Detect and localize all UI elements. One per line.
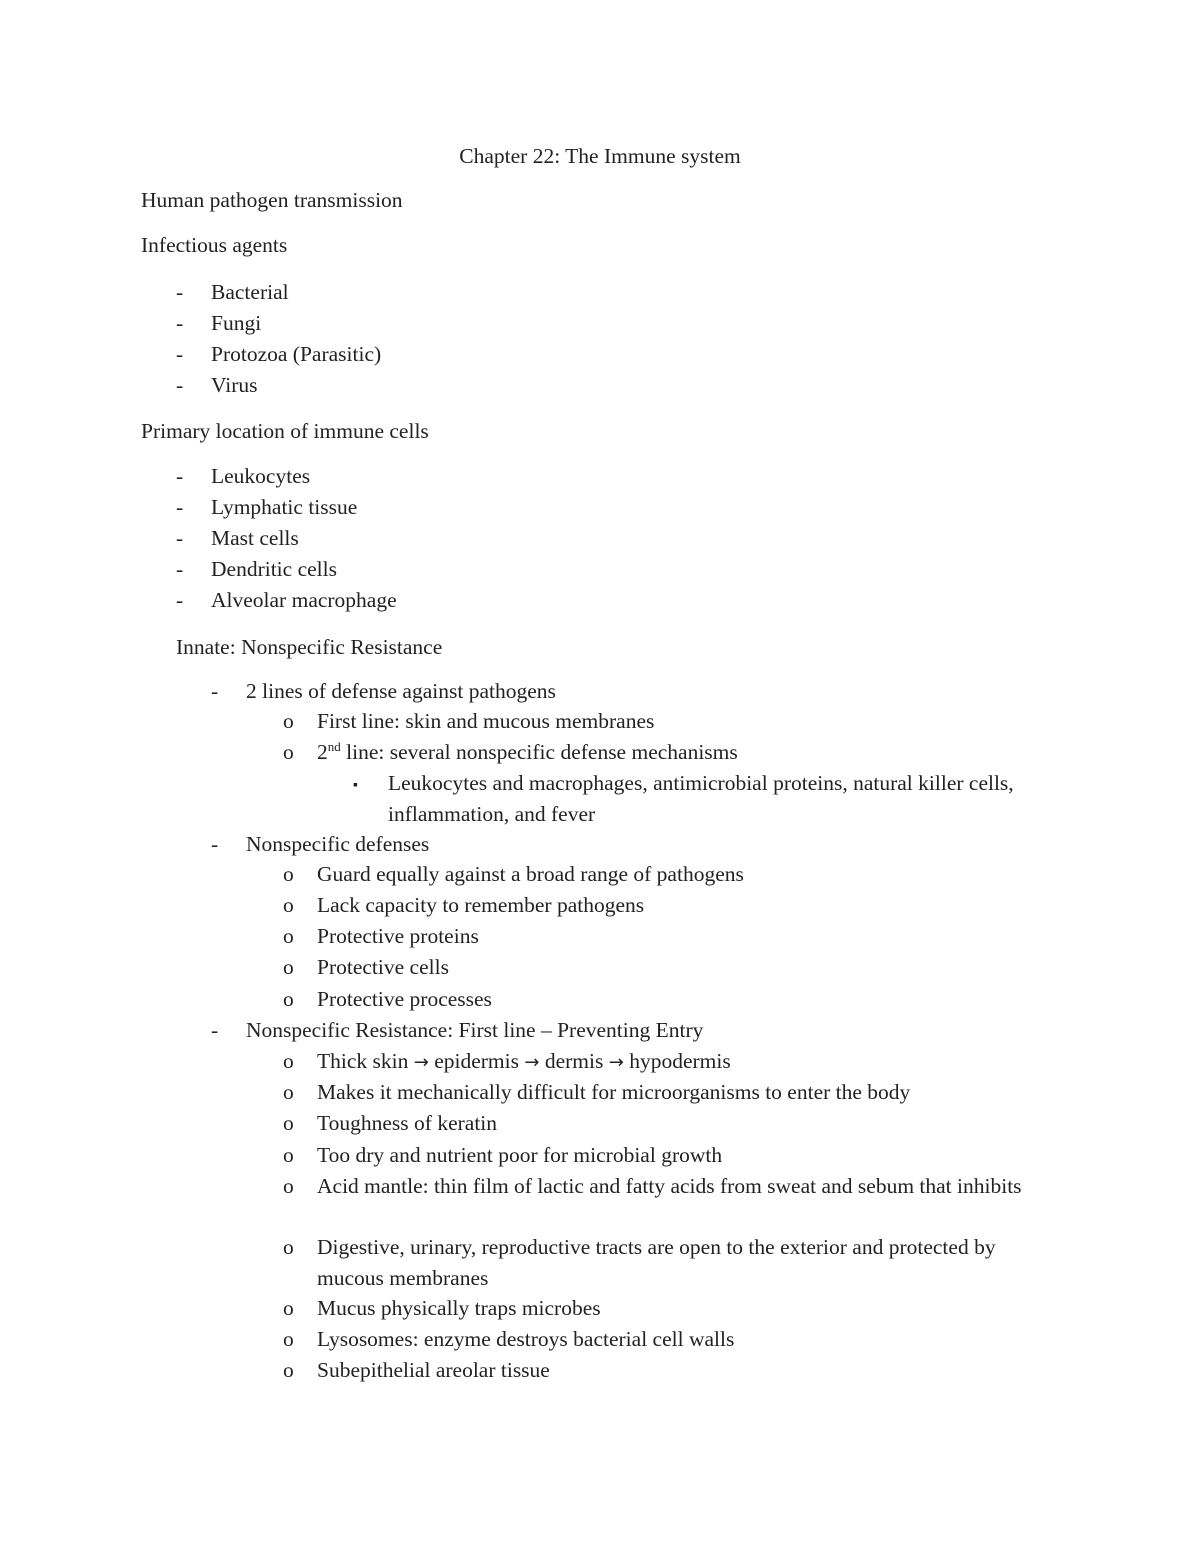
sub-list-item: Protective cells [317,955,449,979]
list-item: Dendritic cells [211,557,337,581]
sub-list-item: Subepithelial areolar tissue [317,1358,550,1382]
skin-layer: hypodermis [629,1049,731,1073]
dash-bullet: - [211,1018,219,1042]
list-item: Mast cells [211,526,299,550]
sub-list-item: Makes it mechanically difficult for microorganisms to enter the body [317,1080,911,1104]
circle-bullet: o [283,1143,294,1167]
sub-list-item: Guard equally against a broad range of pathogens [317,862,744,886]
skin-layer: epidermis [434,1049,520,1073]
circle-bullet: o [283,987,294,1011]
circle-bullet: o [283,1174,294,1198]
dash-bullet: - [176,280,184,304]
dash-bullet: - [176,557,184,581]
list-item: Leukocytes [211,464,311,488]
circle-bullet: o [283,1111,294,1135]
circle-bullet: o [283,955,294,979]
dash-bullet: - [176,495,184,519]
circle-bullet: o [283,1327,294,1351]
dash-bullet: - [211,832,219,856]
dash-bullet: - [176,588,184,612]
list-item: Bacterial [211,280,289,304]
list-item: Virus [211,373,258,397]
ordinal-suffix: nd [327,738,341,754]
sub-list-item [317,737,738,768]
sub-sub-list-item: Leukocytes and macrophages, antimicrobial proteins, natural killer cells, inflammation, and fever [388,771,1014,826]
dash-bullet: - [176,311,184,335]
list-item: 2 lines of defense against pathogens [246,679,556,703]
heading-innate-resistance: Innate: Nonspecific Resistance [176,635,443,659]
sub-list-item: Lysosomes: enzyme destroys bacterial cell walls [317,1327,735,1351]
heading-pathogen-transmission: Human pathogen transmission [141,188,403,212]
page-title: Chapter 22: The Immune system [459,144,741,168]
sub-list-item: Protective proteins [317,924,479,948]
list-item: Fungi [211,311,262,335]
sub-list-item: Too dry and nutrient poor for microbial growth [317,1143,723,1167]
arrow-right-icon: → [608,1052,624,1073]
circle-bullet: o [283,924,294,948]
skin-layer: dermis [544,1049,604,1073]
sub-list-item: Digestive, urinary, reproductive tracts are open to the exterior and protected by mucous membranes [317,1235,996,1290]
arrow-right-icon: → [413,1052,429,1073]
dash-bullet: - [176,373,184,397]
circle-bullet: o [283,862,294,886]
sub-list-text: line: several nonspecific defense mechanisms [340,740,738,764]
sub-list-item: First line: skin and mucous membranes [317,709,655,733]
dash-bullet: - [176,526,184,550]
list-item: Lymphatic tissue [211,495,358,519]
list-item: Nonspecific Resistance: First line – Preventing Entry [246,1018,704,1042]
dash-bullet: - [211,679,219,703]
circle-bullet: o [283,1080,294,1104]
sub-list-item: Lack capacity to remember pathogens [317,893,645,917]
square-bullet: ▪ [353,778,358,793]
heading-infectious-agents: Infectious agents [141,233,288,257]
sub-list-item: Protective processes [317,987,492,1011]
sub-list-item [317,1046,731,1078]
dash-bullet: - [176,464,184,488]
circle-bullet: o [283,709,294,733]
circle-bullet: o [283,740,294,764]
sub-list-item: Mucus physically traps microbes [317,1296,601,1320]
circle-bullet: o [283,1296,294,1320]
circle-bullet: o [283,1358,294,1382]
sub-list-item: Acid mantle: thin film of lactic and fatty acids from sweat and sebum that inhibits [317,1174,1022,1198]
sub-list-item: Toughness of keratin [317,1111,498,1135]
ordinal-number: 2 [317,740,328,764]
circle-bullet: o [283,893,294,917]
arrow-right-icon: → [524,1052,540,1073]
circle-bullet: o [283,1235,294,1259]
dash-bullet: - [176,342,184,366]
circle-bullet: o [283,1049,294,1073]
list-item: Alveolar macrophage [211,588,397,612]
heading-primary-location: Primary location of immune cells [141,419,429,443]
list-item: Nonspecific defenses [246,832,430,856]
list-item: Protozoa (Parasitic) [211,342,382,366]
skin-layer: Thick skin [317,1049,409,1073]
